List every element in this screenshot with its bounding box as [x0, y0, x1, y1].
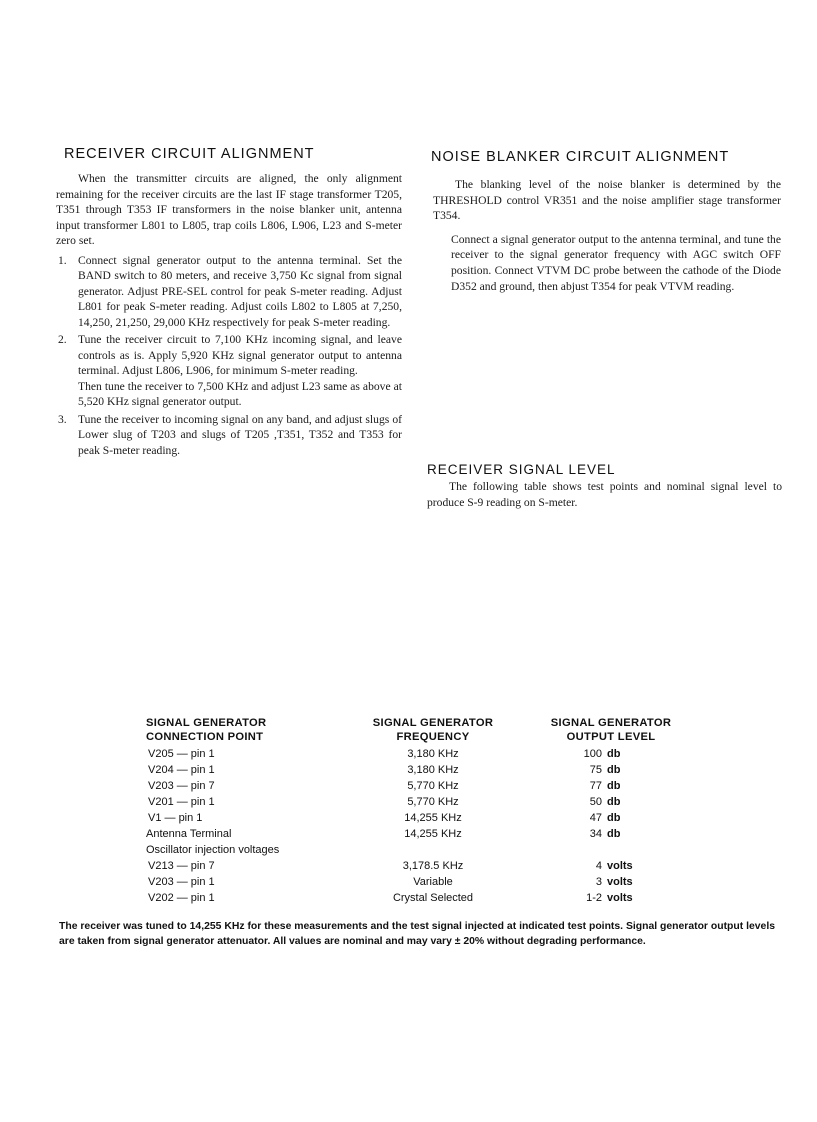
- table-row: [146, 810, 706, 826]
- step-text-continued: Then tune the receiver to 7,500 KHz and adjust L23 same as above at 5,520 KHz signal generator output.: [78, 379, 402, 409]
- noise-blanker-section: [431, 149, 781, 294]
- output-level: [536, 794, 666, 810]
- output-level: [536, 762, 666, 778]
- level-value: 4: [595, 860, 602, 872]
- level-value: 1-2: [586, 892, 602, 904]
- step-text: Tune the receiver to incoming signal on any band, and adjust slugs of Lower slug of T203 and slugs of T205 ,T351, T352 and T353 for peak S-meter reading.: [78, 412, 402, 457]
- connection-point: V203 — pin 7: [148, 780, 215, 792]
- table-row: [146, 890, 706, 906]
- frequency: 3,180 KHz: [407, 764, 459, 776]
- step-number: 2.: [58, 333, 67, 347]
- step-number: 3.: [58, 412, 67, 426]
- header-text: FREQUENCY: [396, 731, 470, 743]
- table-row: [146, 874, 706, 890]
- level-unit: db: [607, 780, 621, 792]
- output-level: [536, 890, 666, 906]
- receiver-alignment-section: [56, 146, 402, 460]
- signal-level-title: RECEIVER SIGNAL LEVEL: [427, 462, 616, 477]
- connection-point: V203 — pin 1: [148, 876, 215, 888]
- level-value: 34: [589, 828, 602, 840]
- header-text: CONNECTION POINT: [146, 731, 264, 743]
- table-row: [146, 778, 706, 794]
- level-unit: db: [607, 764, 621, 776]
- level-unit: volts: [607, 892, 633, 904]
- table-row: [146, 794, 706, 810]
- header-connection-point: [146, 716, 266, 744]
- connection-point: Antenna Terminal: [146, 828, 232, 840]
- output-level: [536, 810, 666, 826]
- frequency: 14,255 KHz: [404, 828, 462, 840]
- table-footnote: The receiver was tuned to 14,255 KHz for these measurements and the test signal injected at indicated test points. Signal generator output levels are taken from signal generator attenuator. All values are nominal and may vary ± 20% without degrading performance.: [59, 921, 775, 947]
- step-text: Tune the receiver circuit to 7,100 KHz incoming signal, and leave controls as is. Apply 5,920 KHz signal generator output to antenna terminal. Adjust L806, L906, for minimum S-meter reading.: [78, 333, 402, 378]
- header-frequency: [358, 716, 508, 744]
- header-text: SIGNAL GENERATOR: [372, 717, 494, 729]
- level-value: 50: [589, 796, 602, 808]
- table-row: [146, 858, 706, 874]
- level-unit: db: [607, 796, 621, 808]
- header-text: SIGNAL GENERATOR: [146, 717, 267, 729]
- output-level: [536, 826, 666, 842]
- connection-point: V213 — pin 7: [148, 860, 215, 872]
- header-text: SIGNAL GENERATOR: [550, 717, 672, 729]
- connection-point: V204 — pin 1: [148, 764, 215, 776]
- connection-point: V205 — pin 1: [148, 748, 215, 760]
- level-value: 75: [589, 764, 602, 776]
- level-value: 47: [589, 812, 602, 824]
- connection-point: V1 — pin 1: [148, 812, 203, 824]
- level-unit: db: [607, 828, 621, 840]
- output-level: [536, 874, 666, 890]
- frequency: Crystal Selected: [392, 892, 474, 904]
- noise-blanker-title: NOISE BLANKER CIRCUIT ALIGNMENT: [431, 149, 730, 165]
- table-row: [146, 762, 706, 778]
- header-text: OUTPUT LEVEL: [566, 731, 656, 743]
- table-row: [146, 826, 706, 842]
- header-output-level: [536, 716, 686, 744]
- frequency: 5,770 KHz: [407, 780, 459, 792]
- output-level: [536, 858, 666, 874]
- frequency: 3,178.5 KHz: [402, 860, 464, 872]
- alignment-steps: [56, 253, 402, 459]
- receiver-alignment-intro: When the transmitter circuits are aligned, the only alignment remaining for the receiver circuits are the last IF stage transformer T205, T351 through T353 IF transformers in the noise blanker unit, antenna input transformer L801 to L805, trap coils L806, L906, L23 and S-meter zero set.: [56, 172, 402, 248]
- signal-level-section: [427, 462, 782, 510]
- table-header: [146, 716, 706, 746]
- table-subheading-row: [146, 842, 706, 858]
- alignment-step-2: [56, 332, 402, 410]
- noise-blanker-paragraph-2: Connect a signal generator output to the antenna terminal, and tune the receiver to the signal generator frequency with AGC switch OFF position. Connect VTVM DC probe between the cathode of the Diode D352 and ground, then abjust T354 for peak VTVM reading.: [451, 232, 781, 293]
- connection-point: V202 — pin 1: [148, 892, 215, 904]
- level-unit: volts: [607, 876, 633, 888]
- level-value: 77: [589, 780, 602, 792]
- level-unit: db: [607, 748, 621, 760]
- noise-blanker-paragraph-1: The blanking level of the noise blanker is determined by the THRESHOLD control VR351 and the noise amplifier stage transformer T354.: [433, 178, 781, 223]
- signal-level-table: [146, 716, 706, 906]
- level-unit: volts: [607, 860, 633, 872]
- step-number: 1.: [58, 253, 67, 267]
- frequency: 14,255 KHz: [404, 812, 462, 824]
- level-value: 100: [583, 748, 602, 760]
- oscillator-injection-subheading: Oscillator injection voltages: [146, 844, 280, 856]
- alignment-step-3: [56, 412, 402, 459]
- level-value: 3: [595, 876, 602, 888]
- receiver-alignment-title: RECEIVER CIRCUIT ALIGNMENT: [64, 146, 315, 162]
- signal-level-text: The following table shows test points and nominal signal level to produce S-9 reading on S-meter.: [427, 480, 782, 509]
- level-unit: db: [607, 812, 621, 824]
- output-level: [536, 778, 666, 794]
- output-level: [536, 746, 666, 762]
- alignment-step-1: [56, 253, 402, 331]
- connection-point: V201 — pin 1: [148, 796, 215, 808]
- frequency: Variable: [413, 876, 453, 888]
- step-text: Connect signal generator output to the antenna terminal. Set the BAND switch to 80 meters, and receive 3,750 Kc signal from signal generator. Adjust PRE-SEL control for peak S-meter reading. Adjust L801 for peak S-meter reading. Adjust coils L802 to L805 at 7,250, 14,250, 21,250, 29,000 KHz respectively for peak S-meter reading.: [78, 253, 402, 329]
- frequency: 3,180 KHz: [407, 748, 459, 760]
- frequency: 5,770 KHz: [407, 796, 459, 808]
- table-row: [146, 746, 706, 762]
